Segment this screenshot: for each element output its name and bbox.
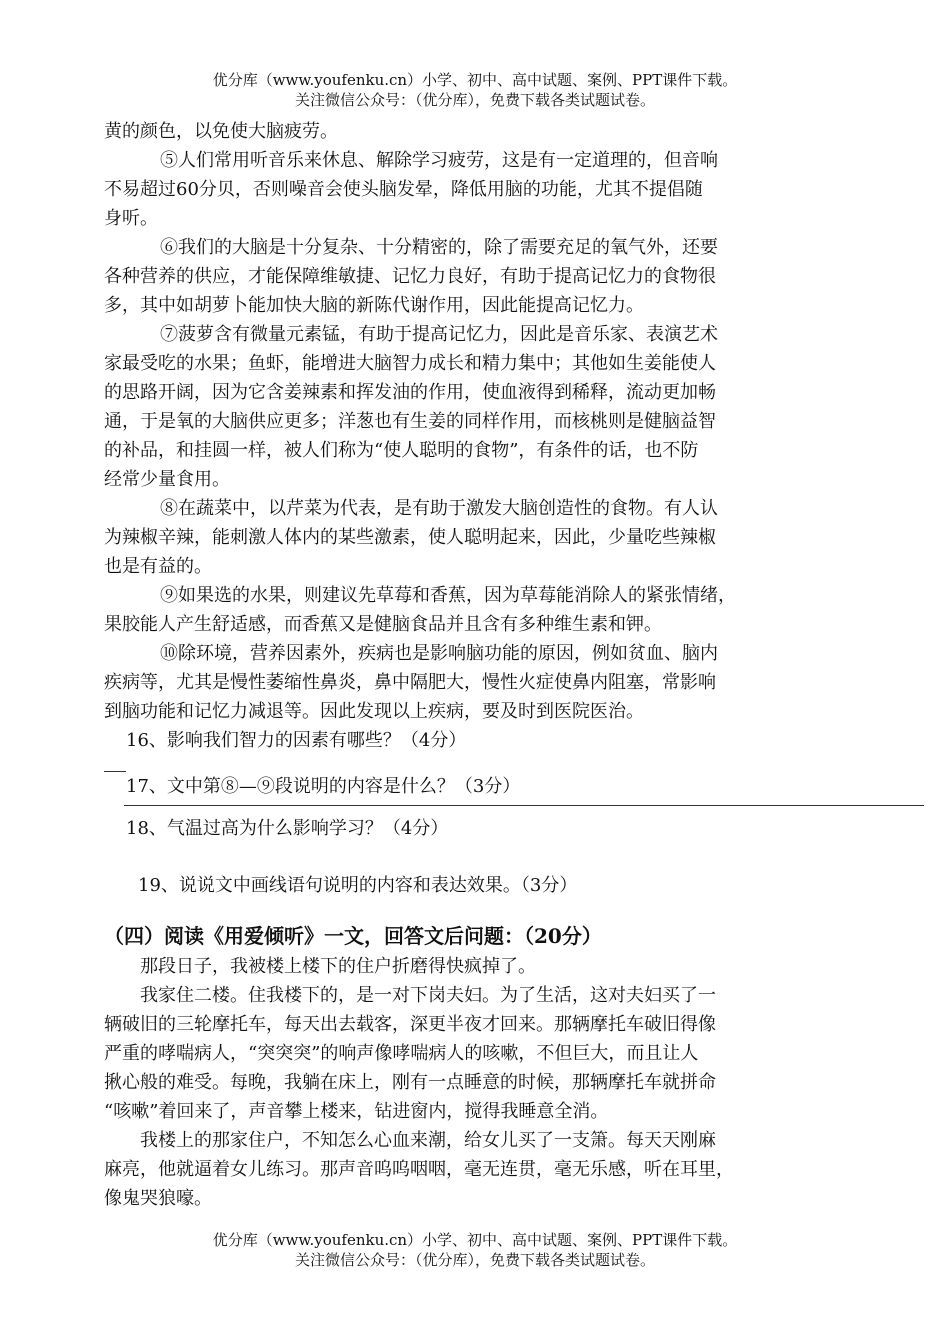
- section-4-title: （四）阅读《用爱倾听》一文，回答文后问题：（20分）: [104, 924, 602, 948]
- paragraph-7-line-5: 的补品，和挂圆一样，被人们称为“使人聪明的食物”，有条件的话，也不防: [104, 440, 699, 461]
- paragraph-9-line-2: 果胶能人产生舒适感，而香蕉又是健脑食品并且含有多种维生素和钾。: [104, 614, 662, 635]
- question-18: 18、气温过高为什么影响学习？（4分）: [126, 818, 449, 839]
- paragraph-7-line-1: ⑦菠萝含有微量元素锰，有助于提高记忆力，因此是音乐家、表演艺术: [160, 324, 718, 345]
- header-line-1: 优分库（www.youfenku.cn）小学、初中、高中试题、案例、PPT课件下载。: [212, 71, 738, 89]
- paragraph-6-line-3: 多，其中如胡萝卜能加快大脑的新陈代谢作用，因此能提高记忆力。: [104, 295, 644, 316]
- document-body: [104, 117, 864, 1213]
- section-4-line-6: “咳嗽”着回来了，声音攀上楼来，钻进窗内，搅得我睡意全消。: [104, 1101, 609, 1122]
- paragraph-7-line-2: 家最受吃的水果；鱼虾，能增进大脑智力成长和精力集中；其他如生姜能使人: [104, 353, 716, 374]
- paragraph-9-line-1: ⑨如果选的水果，则建议先草莓和香蕉，因为草莓能消除人的紧张情绪，: [160, 585, 736, 606]
- section-4-line-3: 辆破旧的三轮摩托车，每天出去载客，深更半夜才回来。那辆摩托车破旧得像: [104, 1014, 716, 1035]
- paragraph-7-line-6: 经常少量食用。: [104, 469, 230, 490]
- paragraph-6-line-2: 各种营养的供应，才能保障维敏捷、记忆力良好，有助于提高记忆力的食物很: [104, 266, 716, 287]
- paragraph-6-line-1: ⑥我们的大脑是十分复杂、十分精密的，除了需要充足的氧气外，还要: [160, 237, 718, 258]
- section-4-line-1: 那段日子，我被楼上楼下的住户折磨得快疯掉了。: [140, 956, 536, 977]
- paragraph-5-line-3: 身听。: [104, 208, 158, 229]
- answer-line-17[interactable]: [124, 805, 924, 806]
- section-4-line-9: 像鬼哭狼嚎。: [104, 1188, 212, 1209]
- paragraph-10-line-3: 到脑功能和记忆力减退等。因此发现以上疾病，要及时到医院医治。: [104, 701, 644, 722]
- paragraph-5-line-1: ⑤人们常用听音乐来休息、解除学习疲劳，这是有一定道理的，但音响: [160, 150, 718, 171]
- footer-line-2: 关注微信公众号：（优分库），免费下载各类试题试卷。: [294, 1251, 655, 1269]
- section-4-line-5: 揪心般的难受。每晚，我躺在床上，刚有一点睡意的时候，那辆摩托车就拼命: [104, 1072, 716, 1093]
- section-4-line-2: 我家住二楼。住我楼下的，是一对下岗夫妇。为了生活，这对夫妇买了一: [140, 985, 716, 1006]
- paragraph-line: 黄的颜色，以免使大脑疲劳。: [104, 121, 338, 142]
- section-4-line-7: 我楼上的那家住户，不知怎么心血来潮，给女儿买了一支箫。每天天刚麻: [140, 1130, 716, 1151]
- page-footer: [0, 1230, 950, 1270]
- question-17: 17、文中第⑧—⑨段说明的内容是什么？（3分）: [126, 776, 521, 797]
- footer-line-1: 优分库（www.youfenku.cn）小学、初中、高中试题、案例、PPT课件下载。: [212, 1231, 738, 1249]
- paragraph-8-line-1: ⑧在蔬菜中，以芹菜为代表，是有助于激发大脑创造性的食物。有人认: [160, 498, 718, 519]
- section-4-line-4: 严重的哮喘病人，“突突突”的响声像哮喘病人的咳嗽，不但巨大，而且让人: [104, 1043, 699, 1064]
- question-19: 19、说说文中画线语句说明的内容和表达效果。（3分）: [138, 875, 578, 896]
- paragraph-10-line-1: ⑩除环境，营养因素外，疾病也是影响脑功能的原因，例如贫血、脑内: [160, 643, 718, 664]
- paragraph-8-line-3: 也是有益的。: [104, 556, 212, 577]
- question-16: 16、影响我们智力的因素有哪些？（4分）: [126, 730, 467, 751]
- paragraph-7-line-4: 通，于是氧的大脑供应更多；洋葱也有生姜的同样作用，而核桃则是健脑益智: [104, 411, 716, 432]
- page-header: [0, 70, 950, 110]
- header-line-2: 关注微信公众号：（优分库），免费下载各类试题试卷。: [294, 91, 655, 109]
- paragraph-7-line-3: 的思路开阔，因为它含姜辣素和挥发油的作用，使血液得到稀释，流动更加畅: [104, 382, 716, 403]
- paragraph-10-line-2: 疾病等，尤其是慢性萎缩性鼻炎，鼻中隔肥大，慢性火症使鼻内阻塞，常影响: [104, 672, 716, 693]
- section-4-line-8: 麻亮，他就逼着女儿练习。那声音呜呜咽咽，毫无连贯，毫无乐感，听在耳里，: [104, 1159, 734, 1180]
- paragraph-8-line-2: 为辣椒辛辣，能刺激人体内的某些激素，使人聪明起来，因此，少量吃些辣椒: [104, 527, 716, 548]
- paragraph-5-line-2: 不易超过60分贝，否则噪音会使头脑发晕，降低用脑的功能，尤其不提倡随: [104, 179, 703, 200]
